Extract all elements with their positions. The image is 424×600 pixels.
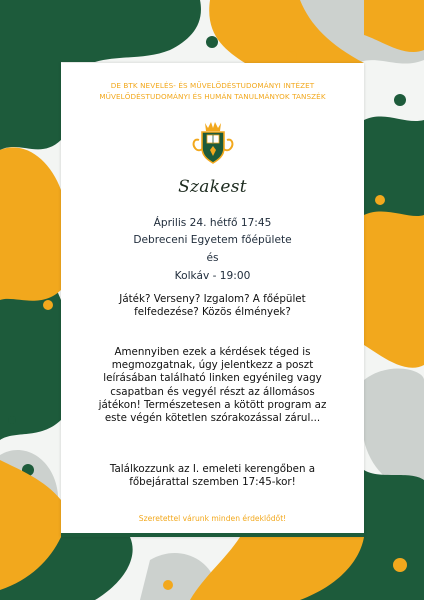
event-second-venue: Kolkáv - 19:00 [174,270,251,282]
institute-name: DE BTK NEVELÉS- ÉS MŰVELŐDÉSTUDOMÁNYI INTÉZET [110,81,315,90]
university-crest-logo [190,120,236,166]
event-venue: Debreceni Egyetem főépülete [133,234,292,246]
welcome-footer: Szeretettel várunk minden érdeklődőt! [138,514,287,523]
meeting-point-text: Találkozzunk az I. emeleti kerengőben a főbejárattal szemben 17:45-kor! [109,463,316,489]
event-title: Szakest [178,177,247,197]
department-name: MŰVELŐDÉSTUDOMÁNYI ÉS HUMÁN TANULMÁNYOK TANSZÉK [99,91,326,101]
description-text: Amennyiben ezek a kérdések téged is megmozgatnak, úgy jelentkezz a poszt leírásában található linken egyénileg vagy csapatban és vegyél részt az állomásos játékon! Természetesen a kötött program az este végén kötetlen szórakozással zárul... [98,346,327,425]
institute-header [61,81,364,102]
bottom-accent-bar [61,533,364,537]
event-conjunction: és [206,252,219,264]
event-datetime: Április 24. hétfő 17:45 [153,217,272,229]
invitation-card [61,63,364,537]
teaser-text: Játék? Verseny? Izgalom? A főépület felfedezése? Közös élmények? [119,293,306,319]
